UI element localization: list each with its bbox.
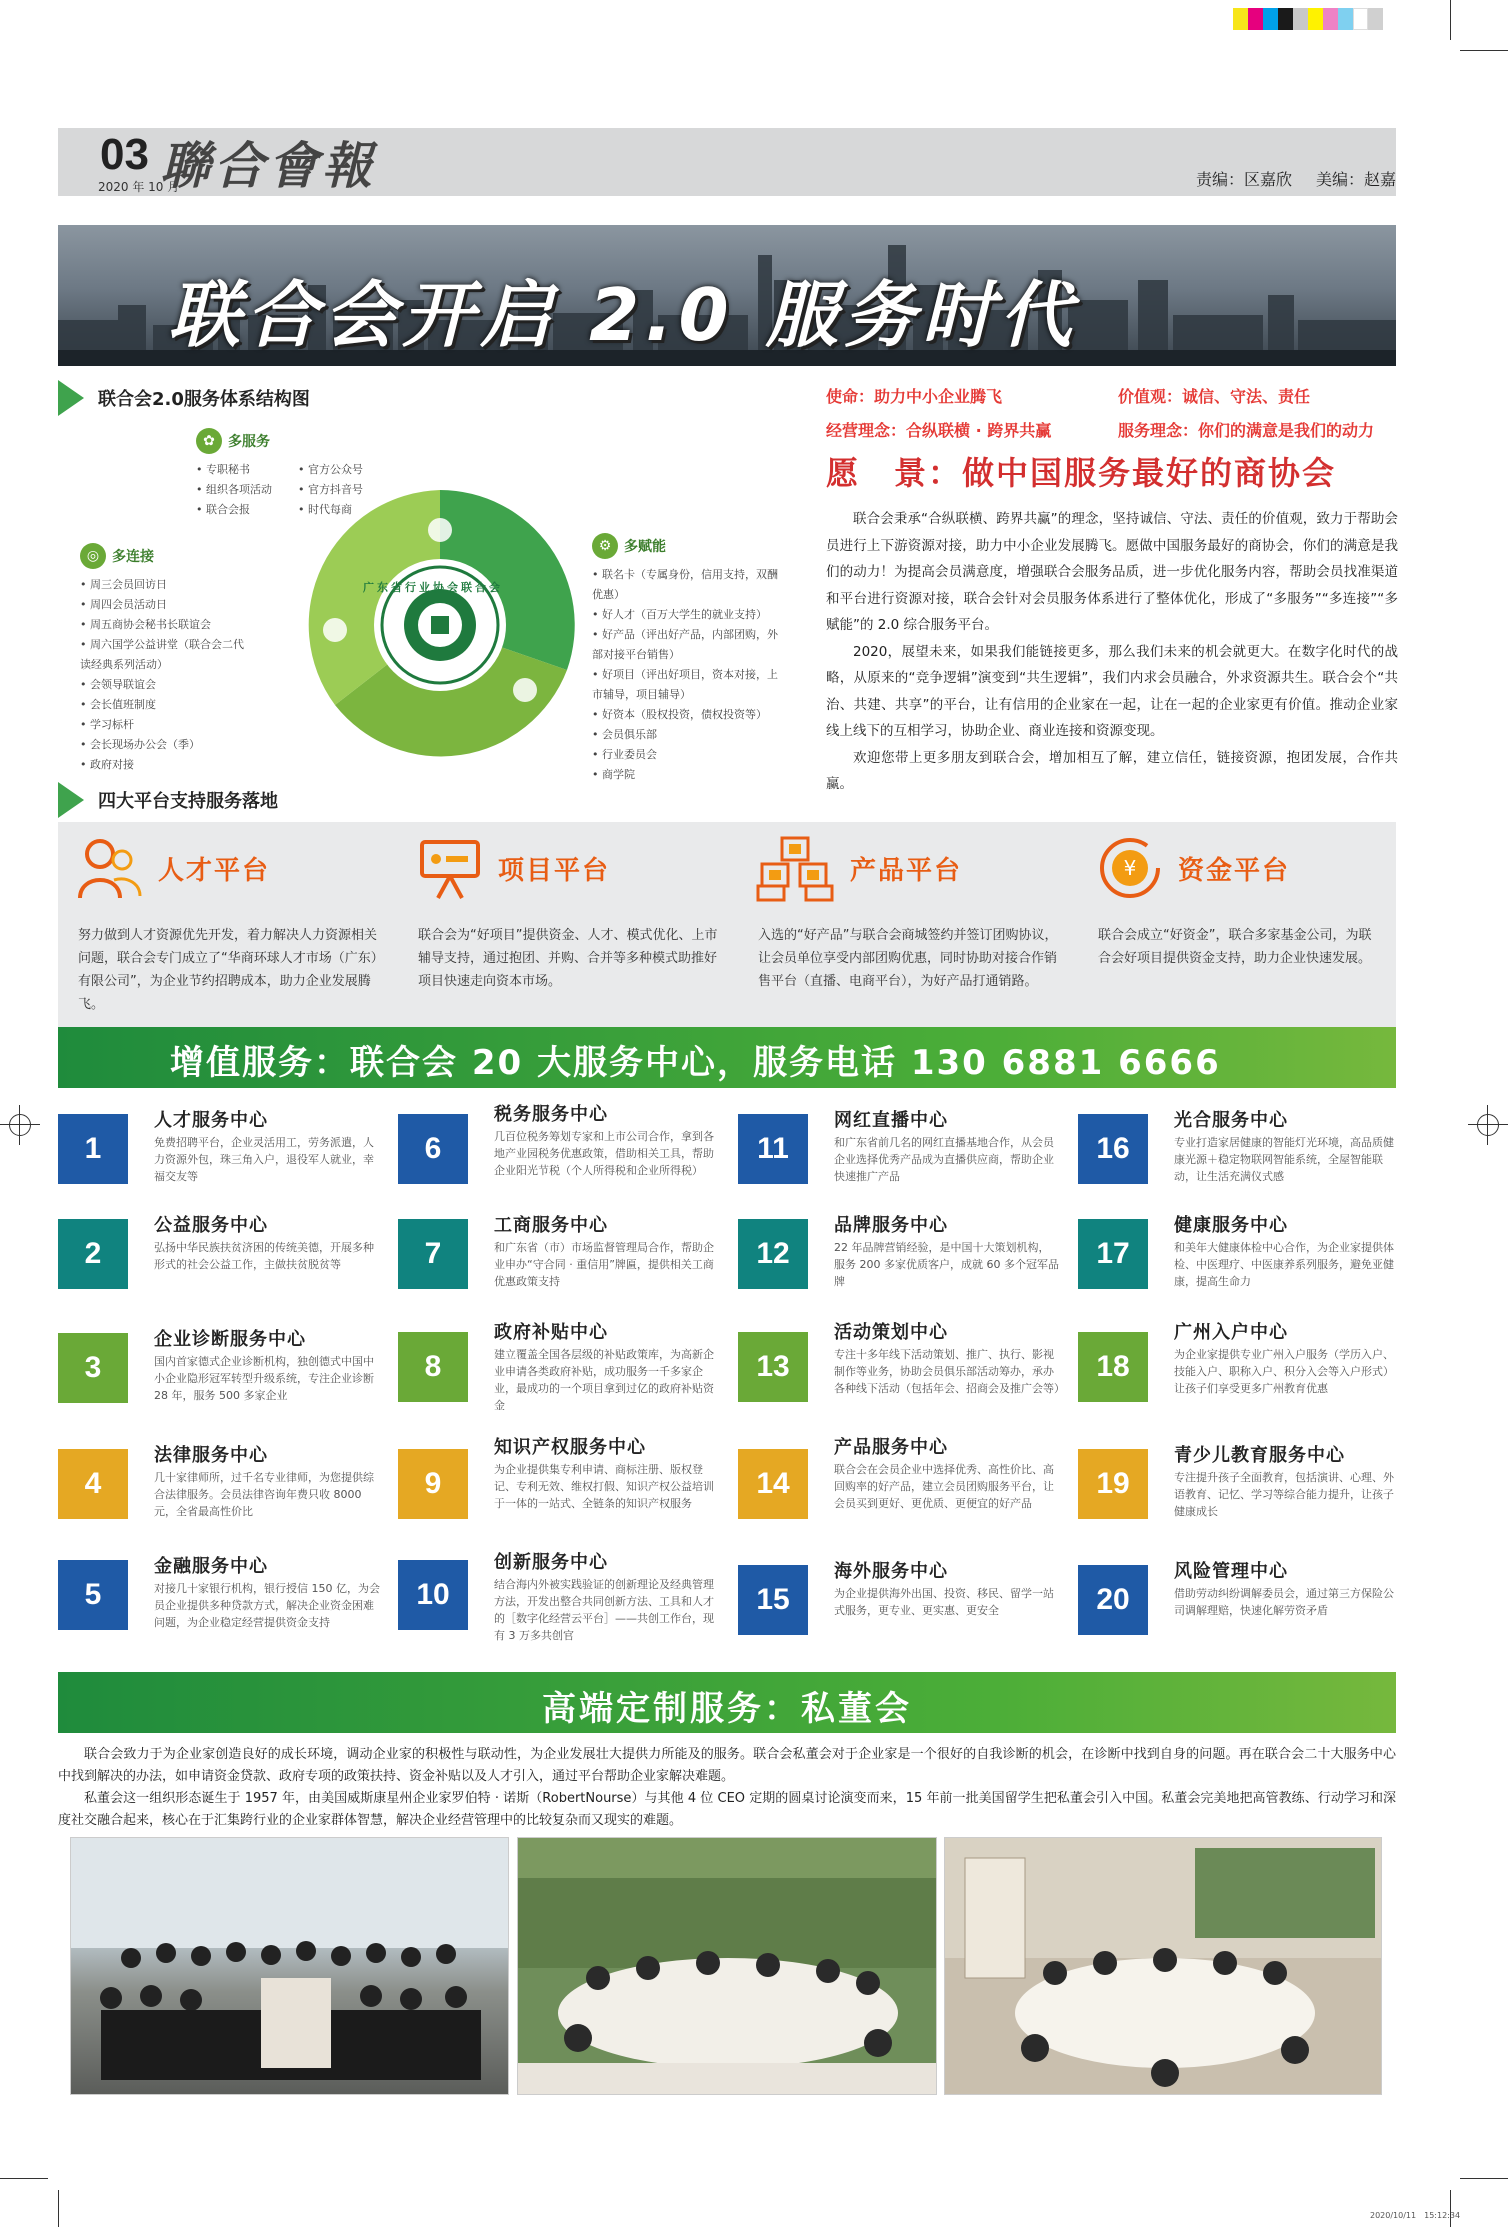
center-number: 1 [58,1114,128,1184]
meeting-photo-1-image [518,1838,937,2095]
center-title: 企业诊断服务中心 [154,1329,306,1350]
services-label: 多服务 [228,434,270,450]
service-center-16 [1078,1106,1396,1206]
crop-mark [1450,0,1451,40]
page-number: 03 [100,130,149,179]
platform-card-product [738,822,1078,1027]
center-number: 3 [58,1333,128,1403]
intro-paragraph: 2020，展望未来，如果我们能链接更多，那么我们未来的机会就更大。在数字化时代的战略，从原来的“竞争逻辑”演变到“共生逻辑”，我们内求会员融合，外求资源共生。联合会个“共治、共建、共享”的平台，让有信用的企业家在一起，让在一起的企业家更有价值。推动企业家线上线下的互相学习，协助企业、商业连接和资源变现。 [826,643,1398,739]
group-photo [70,1837,509,2095]
diagram-title: 联合会2.0服务体系结构图 [98,389,310,410]
list-item: • 周五商协会秘书长联谊会 [80,618,211,631]
center-desc: 联合会在会员企业中选择优秀、高性价比、高回购率的好产品，建立会员团购服务平台，让会员买到更好、更优质、更便宜的好产品 [834,1463,1054,1510]
list-item: • 会员俱乐部 [592,728,657,741]
group-services [196,428,426,520]
center-desc: 为企业家提供专业广州入户服务（学历入户、技能入户、职称入户、积分入会等入户形式）让孩子们享受更多广州教育优惠 [1174,1348,1394,1395]
service-center-11 [738,1106,1068,1206]
center-title: 知识产权服务中心 [494,1437,646,1458]
center-desc: 为企业提供海外出国、投资、移民、留学一站式服务，更专业、更实惠、更安全 [834,1587,1054,1617]
service-center-14 [738,1433,1068,1533]
empower-label: 多赋能 [624,539,666,555]
meeting-photo-1 [517,1837,937,2095]
list-item: • 周六国学公益讲堂（联合会二代读经典系列活动） [80,638,244,671]
center-desc: 和美年大健康体检中心合作，为企业家提供体检、中医理疗、中医康养系列服务，避免亚健康，提高生命力 [1174,1241,1394,1288]
product-icon [756,834,836,902]
private-board-text [58,1744,1396,1832]
list-item: • 行业委员会 [592,748,657,761]
center-title: 公益服务中心 [154,1215,268,1236]
list-item: • 会长值班制度 [80,698,156,711]
center-title: 工商服务中心 [494,1215,608,1236]
list-item: • 好资本（股权投资，债权投资等） [592,708,767,721]
center-desc: 为企业提供集专利申请、商标注册、版权登记、专利无效、维权打假、知识产权公益培训于一体的一站式、全链条的知识产权服务 [494,1463,714,1510]
center-number: 16 [1078,1114,1148,1184]
center-title: 政府补贴中心 [494,1322,608,1343]
list-item: • 好产品（评出好产品，内部团购，外部对接平台销售） [592,628,778,661]
crop-mark [58,2190,59,2227]
service-center-1 [58,1106,388,1206]
crop-mark [1460,50,1508,51]
platform-desc: 入选的“好产品”与联合会商城签约并签订团购协议，让会员单位享受内部团购优惠，同时协助对接合作销售平台（直播、电商平台），为好产品打通销路。 [758,928,1058,989]
center-desc: 弘扬中华民族扶贫济困的传统美德，开展多种形式的社会公益工作，主做扶贫脱贫等 [154,1241,374,1271]
talent-icon [76,834,144,902]
empower-icon: ⚙ [592,533,618,559]
meeting-photo-2-image [945,1838,1382,2095]
center-title: 海外服务中心 [834,1561,948,1582]
service-center-5 [58,1552,388,1652]
center-title: 产品服务中心 [834,1437,948,1458]
center-title: 税务服务中心 [494,1104,608,1125]
center-desc: 和广东省（市）市场监督管理局合作，帮助企业申办“守合同 · 重信用”牌匾，提供相关工商优惠政策支持 [494,1241,714,1288]
center-desc: 对接几十家银行机构，银行授信 150 亿，为会员企业提供多种贷款方式，解决企业资金困难问题，为企业稳定经营提供资金支持 [154,1582,380,1629]
service-center-10 [398,1548,728,1648]
platform-title: 人才平台 [158,855,271,886]
vision-heading: 愿 景：做中国服务最好的商协会 [826,454,1337,492]
list-item: • 周三会员回访日 [80,578,167,591]
center-number: 10 [398,1560,468,1630]
center-title: 人才服务中心 [154,1110,268,1131]
center-number: 7 [398,1219,468,1289]
private-board-banner [58,1672,1396,1733]
center-number: 5 [58,1560,128,1630]
group-photo-image [71,1838,509,2095]
list-item: • 联名卡（专属身份，信用支持，双酬优惠） [592,568,778,601]
connect-icon: ◎ [80,543,106,569]
list-item: • 会长现场办公会（季） [80,738,200,751]
center-number: 8 [398,1332,468,1402]
issue-date: 2020 年 10 月 [98,180,180,194]
list-item: • 官方公众号 [298,463,363,476]
mission-text: 使命：助力中小企业腾飞 [826,387,1003,406]
platform-card-project [398,822,738,1027]
service-center-12 [738,1211,1068,1311]
center-number: 4 [58,1449,128,1519]
center-title: 金融服务中心 [154,1556,268,1577]
center-desc: 专注十多年线下活动策划、推广、执行、影视制作等业务，协助会员俱乐部活动筹办，承办各种线下活动（包括年会、招商会及推广会等） [834,1348,1065,1395]
value-services-banner [58,1027,1396,1088]
platform-card-fund [1078,822,1396,1027]
center-number: 6 [398,1114,468,1184]
center-number: 19 [1078,1449,1148,1519]
platform-title: 资金平台 [1178,855,1291,886]
platform-title: 产品平台 [850,855,963,886]
values-text: 价值观：诚信、守法、责任 [1118,387,1311,406]
center-title: 创新服务中心 [494,1552,608,1573]
section-arrow-icon [58,782,84,818]
meeting-photo-2 [944,1837,1382,2095]
service-center-3 [58,1325,388,1425]
center-title: 网红直播中心 [834,1110,948,1131]
platform-desc: 努力做到人才资源优先开发，着力解决人力资源相关问题，联合会专门成立了“华商环球人才市场（广东）有限公司”，为企业节约招聘成本，助力企业发展腾飞。 [78,928,378,1012]
center-title: 风险管理中心 [1174,1561,1288,1582]
center-number: 20 [1078,1565,1148,1635]
center-title: 光合服务中心 [1174,1110,1288,1131]
center-number: 17 [1078,1219,1148,1289]
center-number: 14 [738,1449,808,1519]
group-empower [592,533,782,785]
service-center-8 [398,1318,728,1418]
private-board-paragraph: 联合会致力于为企业家创造良好的成长环境，调动企业家的积极性与联动性，为企业发展壮大提供力所能及的服务。联合会私董会对于企业家是一个很好的自我诊断的机会，在诊断中找到自身的问题。再在联合会二十大服务中心中找到解决的办法，如申请资金贷款、政府专项的政策扶持、资金补贴以及人才引入，通过平台帮助企业家解决难题。 [58,1747,1396,1784]
service-center-7 [398,1211,728,1311]
list-item: • 商学院 [592,768,635,781]
list-item: • 学习标杆 [80,718,134,731]
services-icon: ✿ [196,428,222,454]
structure-diagram [295,480,585,774]
list-item: • 时代每商 [298,503,352,516]
banner-title: 联合会开启 2.0 服务时代 [168,273,1078,357]
center-desc: 国内首家德式企业诊断机构，独创德式中国中小企业隐形冠军转型升级系统，专注企业诊断 28 年，服务 500 多家企业 [154,1355,374,1402]
service-center-2 [58,1211,388,1311]
center-number: 18 [1078,1332,1148,1402]
center-desc: 结合海内外被实践验证的创新理论及经典管理方法，开发出整合共同创新方法、工具和人才的［数字化经营云平台］——共创工作台，现有 3 万多共创官 [494,1578,714,1642]
service-center-4 [58,1441,388,1541]
list-item: • 专职秘书 [196,463,250,476]
center-desc: 几百位税务筹划专家和上市公司合作，拿到各地产业园税务优惠政策，借助相关工具，帮助企业阳光节税（个人所得税和企业所得税） [494,1130,714,1177]
intro-paragraph: 联合会秉承“合纵联横、跨界共赢”的理念，坚持诚信、守法、责任的价值观，致力于帮助会员进行上下游资源对接，助力中小企业发展腾飞。愿做中国服务最好的商协会，你们的满意是我们的动力！为提高会员满意度，增强联合会服务品质，进一步优化服务内容，帮助会员找准渠道和平台进行资源对接，联合会针对会员服务体系进行了整体优化，形成了“多服务”“多连接”“多赋能”的 2.0 综合服务平台。 [826,511,1398,633]
editor: 责编：区嘉欣 [1195,170,1292,189]
center-number: 11 [738,1114,808,1184]
center-title: 广州入户中心 [1174,1322,1288,1343]
list-item: • 好项目（评出好项目，资本对接，上市辅导，项目辅导） [592,668,778,701]
list-item: • 会领导联谊会 [80,678,156,691]
crop-mark [1450,2190,1451,2227]
service-center-20 [1078,1557,1396,1657]
list-item: • 好人才（百万大学生的就业支持） [592,608,767,621]
center-desc: 22 年品牌营销经验，是中国十大策划机构，服务 200 多家优质客户，成就 60 多个冠军品牌 [834,1241,1059,1288]
center-number: 2 [58,1219,128,1289]
service-center-9 [398,1433,728,1533]
list-item: • 组织各项活动 [196,483,272,496]
center-title: 健康服务中心 [1174,1215,1288,1236]
fund-icon [1096,834,1164,902]
center-desc: 借助劳动纠纷调解委员会，通过第三方保险公司调解理赔，快速化解劳资矛盾 [1174,1587,1394,1617]
service-center-15 [738,1557,1068,1657]
center-number: 13 [738,1332,808,1402]
private-board-paragraph: 私董会这一组织形态诞生于 1957 年，由美国威斯康星州企业家罗伯特 · 诺斯（RobertNourse）与其他 4 位 CEO 定期的圆桌讨论演变而来，15 年前一批美国留学生把私董会引入中国。私董会完美地把高管教练、行动学习和深度社交融合起来，核心在于汇集跨行业的企业家群体智慧，解决企业经营管理中的比较复杂而又现实的难题。 [58,1791,1396,1828]
center-desc: 几十家律师所，过千名专业律师，为您提供综合法律服务。会员法律咨询年费只收 8000 元，全省最高性价比 [154,1471,374,1518]
center-title: 品牌服务中心 [834,1215,948,1236]
hero-banner [58,225,1396,366]
center-number: 9 [398,1449,468,1519]
service-center-6 [398,1100,728,1200]
list-item: • 周四会员活动日 [80,598,167,611]
service-ring-chart [295,480,585,770]
center-title: 活动策划中心 [834,1322,948,1343]
intro-text [826,506,1398,798]
intro-paragraph: 欢迎您带上更多朋友到联合会，增加相互了解，建立信任，链接资源，抱团发展，合作共赢。 [826,749,1398,792]
platform-title: 项目平台 [498,855,611,886]
service-center-19 [1078,1441,1396,1541]
center-desc: 建立覆盖全国各层级的补贴政策库，为高新企业申请各类政府补贴，成功服务一千多家企业，最成功的一个项目拿到过亿的政府补贴资金 [494,1348,714,1412]
center-number: 12 [738,1219,808,1289]
business-philosophy: 经营理念：合纵联横 · 跨界共赢 [826,421,1052,440]
diagram-section-heading [58,380,310,416]
private-board-title: 高端定制服务：私董会 [542,1689,912,1729]
svg-text:¥: ¥ [1123,856,1137,880]
connect-label: 多连接 [112,549,154,565]
center-desc: 专业打造家居健康的智能灯光环境，高品质健康光源＋稳定物联网智能系统，全屋智能联动，让生活充满仪式感 [1174,1136,1394,1183]
platforms-section-heading [58,782,278,818]
center-number: 15 [738,1565,808,1635]
group-connect [80,543,250,775]
value-services-title: 增值服务：联合会 20 大服务中心，服务电话 130 6881 6666 [170,1043,1221,1083]
registration-color-bar [1233,8,1383,30]
service-center-18 [1078,1318,1396,1418]
center-desc: 专注提升孩子全面教育，包括演讲、心理、外语教育、记忆、学习等综合能力提升，让孩子健康成长 [1174,1471,1394,1518]
center-title: 法律服务中心 [154,1445,268,1466]
crop-mark [1460,2178,1508,2179]
platform-card-talent [58,822,398,1027]
list-item: • 官方抖音号 [298,483,363,496]
editor-credits [1196,167,1396,190]
service-philosophy: 服务理念：你们的满意是我们的动力 [1118,421,1375,440]
masthead: 聯合會報 [160,136,376,195]
center-logo-text: 广东省行业协会联合会 [363,581,503,594]
service-center-17 [1078,1211,1396,1311]
project-icon [416,834,484,902]
crop-mark [0,2178,48,2179]
center-title: 青少儿教育服务中心 [1174,1445,1345,1466]
platform-desc: 联合会成立“好资金”，联合多家基金公司，为联合会好项目提供资金支持，助力企业快速发展。 [1098,928,1372,966]
platforms-title: 四大平台支持服务落地 [98,791,278,812]
registration-mark-right [1468,1105,1508,1145]
center-desc: 和广东省前几名的网红直播基地合作，从会员企业选择优秀产品成为直播供应商，帮助企业快速推广产品 [834,1136,1054,1183]
print-timestamp: 2020/10/11 15:12:34 [1370,2211,1461,2220]
center-desc: 免费招聘平台，企业灵活用工，劳务派遣，人力资源外包，珠三角入户，退役军人就业，幸福交友等 [154,1136,374,1183]
list-item: • 联合会报 [196,503,250,516]
platform-desc: 联合会为“好项目”提供资金、人才、模式优化、上市辅导支持，通过抱团、并购、合并等多种模式助推好项目快速走向资本市场。 [418,928,718,989]
registration-mark-left [0,1105,40,1145]
service-center-13 [738,1318,1068,1418]
section-arrow-icon [58,380,84,416]
designer: 美编：赵嘉 [1315,170,1396,189]
list-item: • 政府对接 [80,758,134,771]
